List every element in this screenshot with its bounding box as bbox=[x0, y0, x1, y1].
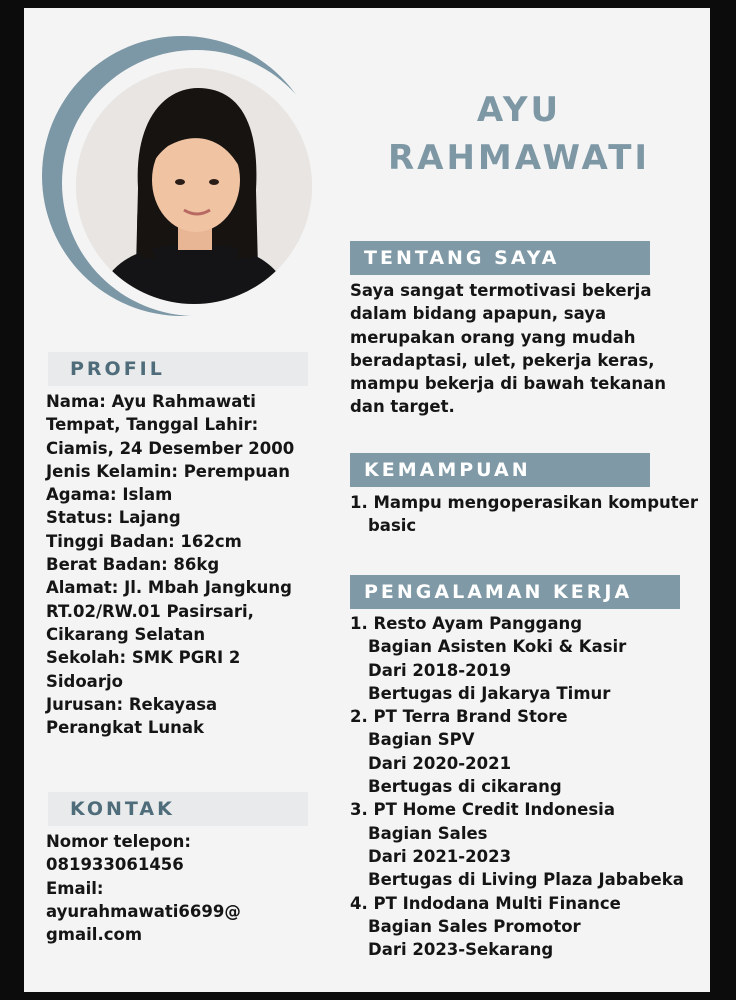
profil-line: Tinggi Badan: 162cm bbox=[46, 531, 242, 551]
profile-photo bbox=[76, 68, 312, 304]
pengalaman-detail: Dari 2018-2019 bbox=[368, 660, 512, 680]
kontak-details bbox=[46, 830, 326, 946]
pengalaman-detail: Dari 2023-Sekarang bbox=[368, 940, 554, 960]
pengalaman-item bbox=[350, 705, 705, 798]
profil-line: Berat Badan: 86kg bbox=[46, 555, 220, 575]
name-line-first: AYU bbox=[476, 90, 562, 130]
cv-page bbox=[24, 8, 710, 992]
section-header-kontak: KONTAK bbox=[48, 792, 308, 826]
kontak-line: gmail.com bbox=[46, 925, 143, 945]
profil-line: Cikarang Selatan bbox=[46, 624, 206, 644]
profil-line: Tempat, Tanggal Lahir: bbox=[46, 415, 259, 435]
profil-line: Status: Lajang bbox=[46, 508, 181, 528]
tentang-line: merupakan orang yang mudah bbox=[350, 327, 636, 347]
profil-line: Jurusan: Rekayasa bbox=[46, 694, 218, 714]
pengalaman-title: 3. PT Home Credit Indonesia bbox=[350, 800, 615, 820]
profil-line: Agama: Islam bbox=[46, 485, 173, 505]
kemampuan-text bbox=[350, 491, 700, 538]
pengalaman-detail: Dari 2021-2023 bbox=[368, 846, 512, 866]
section-header-tentang-saya: TENTANG SAYA bbox=[350, 241, 650, 275]
pengalaman-item bbox=[350, 798, 705, 891]
profil-line: RT.02/RW.01 Pasirsari, bbox=[46, 601, 254, 621]
section-header-pengalaman-kerja: PENGALAMAN KERJA bbox=[350, 575, 680, 609]
pengalaman-detail: Bagian Sales Promotor bbox=[368, 916, 581, 936]
pengalaman-title: 2. PT Terra Brand Store bbox=[350, 707, 568, 727]
profil-line: Sidoarjo bbox=[46, 671, 123, 691]
name-line-last: RAHMAWATI bbox=[387, 138, 651, 178]
pengalaman-list bbox=[350, 612, 705, 961]
pengalaman-detail: Bagian Asisten Koki & Kasir bbox=[368, 637, 627, 657]
profil-line: Perangkat Lunak bbox=[46, 718, 204, 738]
profil-line: Jenis Kelamin: Perempuan bbox=[46, 461, 290, 481]
kontak-line: Nomor telepon: bbox=[46, 832, 191, 851]
pengalaman-detail: Bertugas di Living Plaza Jababeka bbox=[368, 870, 684, 890]
pengalaman-title: 4. PT Indodana Multi Finance bbox=[350, 893, 621, 913]
pengalaman-detail: Bertugas di Jakarya Timur bbox=[368, 683, 611, 703]
section-header-kemampuan: KEMAMPUAN bbox=[350, 453, 650, 487]
kemampuan-line: 1. Mampu mengoperasikan komputer bbox=[350, 493, 698, 512]
pengalaman-detail: Dari 2020-2021 bbox=[368, 753, 512, 773]
pengalaman-detail: Bertugas di cikarang bbox=[368, 777, 562, 797]
pengalaman-detail: Bagian SPV bbox=[368, 730, 475, 750]
full-name bbox=[354, 86, 684, 182]
profil-line: Sekolah: SMK PGRI 2 bbox=[46, 648, 241, 668]
profil-line: Ciamis, 24 Desember 2000 bbox=[46, 438, 295, 458]
tentang-line: dan target. bbox=[350, 397, 455, 417]
kemampuan-line: basic bbox=[368, 516, 417, 536]
profil-details bbox=[46, 390, 326, 739]
tentang-saya-text bbox=[350, 279, 700, 419]
tentang-line: mampu bekerja di bawah tekanan bbox=[350, 374, 667, 394]
tentang-line: Saya sangat termotivasi bekerja bbox=[350, 281, 652, 300]
profile-photo-illustration bbox=[76, 68, 312, 304]
kontak-line: 081933061456 bbox=[46, 855, 184, 875]
tentang-line: beradaptasi, ulet, pekerja keras, bbox=[350, 350, 655, 370]
kontak-line: ayurahmawati6699@ bbox=[46, 901, 241, 921]
tentang-line: dalam bidang apapun, saya bbox=[350, 304, 607, 324]
pengalaman-detail: Bagian Sales bbox=[368, 823, 488, 843]
kontak-line: Email: bbox=[46, 878, 104, 898]
section-header-profil: PROFIL bbox=[48, 352, 308, 386]
profil-line: Nama: Ayu Rahmawati bbox=[46, 392, 256, 411]
pengalaman-item bbox=[350, 612, 705, 705]
pengalaman-item bbox=[350, 892, 705, 962]
pengalaman-title: 1. Resto Ayam Panggang bbox=[350, 614, 583, 633]
profil-line: Alamat: Jl. Mbah Jangkung bbox=[46, 578, 292, 598]
